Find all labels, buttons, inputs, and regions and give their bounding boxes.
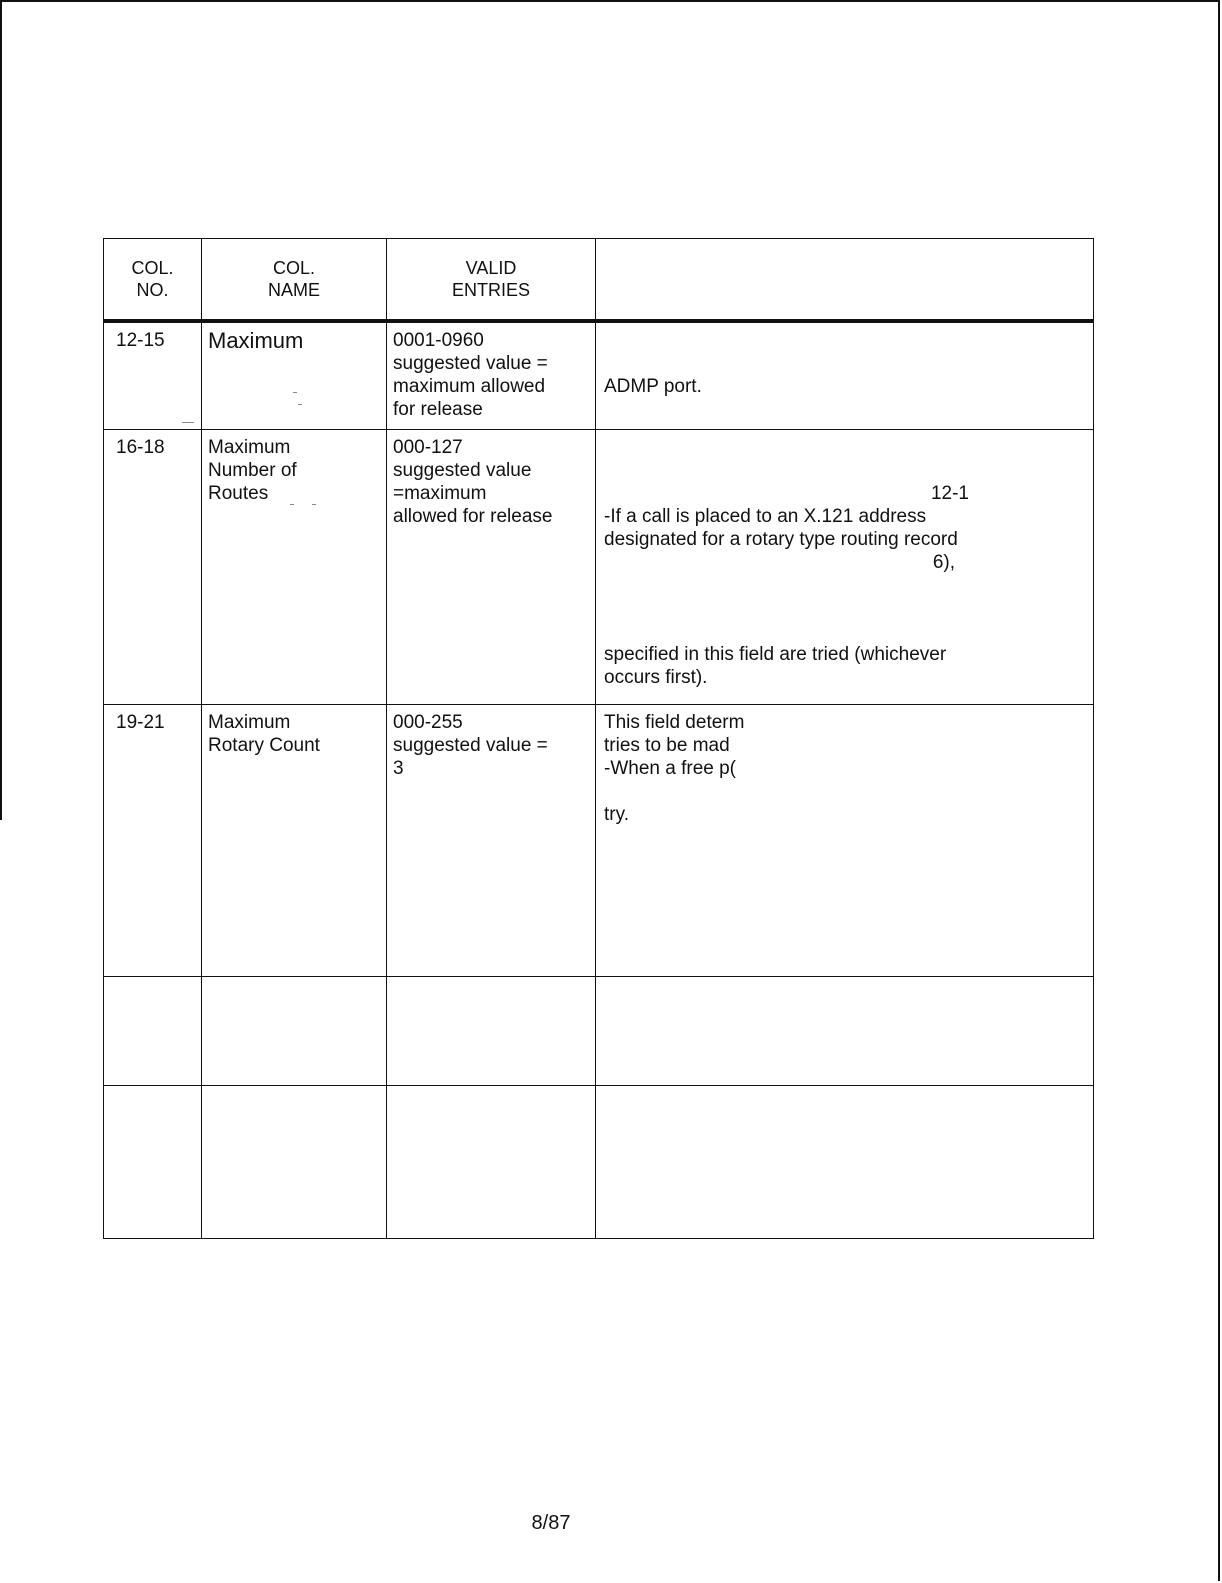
row-1-desc-line-2 xyxy=(604,352,1093,375)
row-2-col-name xyxy=(202,429,387,704)
row-1-description xyxy=(596,321,1094,429)
row-3-desc-line-1: This field determ xyxy=(604,711,745,733)
row-2-entry-line-1: 000-127 xyxy=(393,436,463,458)
row-2-entry-line-3: =maximum xyxy=(393,482,487,504)
row-1-entry-line-2: suggested value = xyxy=(393,353,548,374)
row-1-entries xyxy=(387,321,596,429)
row-3-desc-line-3: -When a free p( xyxy=(604,757,736,779)
row-3-name-line-1: Maximum xyxy=(208,711,291,733)
row-5-col-no xyxy=(104,1085,202,1238)
scan-speck xyxy=(298,404,302,405)
row-1-entry-line-3: maximum allowed xyxy=(393,376,546,397)
row-3-entries xyxy=(387,704,596,976)
row-3-desc-blank-1 xyxy=(604,780,1093,803)
header-col-name-line-1: COL. xyxy=(272,258,315,278)
row-2-col-no: 16-18 xyxy=(104,429,202,704)
row-3-entry-line-1: 000-255 xyxy=(393,711,463,733)
row-2-name-line-3: Routes xyxy=(208,482,269,504)
column-definitions-table xyxy=(103,238,1094,1239)
header-valid-entries xyxy=(387,239,596,322)
row-5-description xyxy=(596,1085,1094,1238)
row-2-desc-ref: 12-1 xyxy=(930,482,969,504)
row-1-col-no: 12-15 xyxy=(104,321,202,429)
row-1-desc-line-1 xyxy=(604,329,1093,352)
row-2-name-line-1: Maximum xyxy=(208,436,291,458)
table-row xyxy=(104,704,1094,976)
row-3-col-no: 19-21 xyxy=(104,704,202,976)
row-2-desc-line-2: designated for a rotary type routing record xyxy=(604,528,958,550)
header-description xyxy=(596,239,1094,322)
page-border-gap xyxy=(0,820,3,1583)
row-2-name-line-2: Number of xyxy=(208,459,297,481)
scan-speck xyxy=(182,422,194,423)
row-5-col-name xyxy=(202,1085,387,1238)
row-4-col-no xyxy=(104,976,202,1085)
row-2-entry-line-4: allowed for release xyxy=(393,505,553,527)
row-4-description xyxy=(596,976,1094,1085)
table-header-row xyxy=(104,239,1094,322)
row-2-desc-blank-4 xyxy=(604,597,1093,620)
row-2-desc-blank-1 xyxy=(604,436,1093,459)
row-1-col-name xyxy=(202,321,387,429)
row-3-entry-line-3: 3 xyxy=(393,757,404,779)
row-2-desc-tail-2: occurs first). xyxy=(604,666,708,688)
row-1-desc-line-3: ADMP port. xyxy=(604,376,702,397)
page-number: 8/87 xyxy=(531,1512,571,1534)
row-2-desc-blank-3 xyxy=(604,574,1093,597)
header-col-no-line-2: NO. xyxy=(136,280,169,300)
row-3-entry-line-2: suggested value = xyxy=(393,734,548,756)
row-4-entries xyxy=(387,976,596,1085)
row-3-desc-tail-1: try. xyxy=(604,803,629,825)
row-1-entry-line-4: for release xyxy=(393,399,483,420)
row-3-col-name xyxy=(202,704,387,976)
scan-speck xyxy=(290,504,294,505)
row-3-desc-line-2: tries to be mad xyxy=(604,734,730,756)
row-2-description xyxy=(596,429,1094,704)
row-1-entry-line-1: 0001-0960 xyxy=(393,330,484,351)
header-col-name xyxy=(202,239,387,322)
row-1-name-line-1: Maximum xyxy=(208,328,304,353)
table-row xyxy=(104,429,1094,704)
scan-speck xyxy=(293,392,297,393)
row-4-col-name xyxy=(202,976,387,1085)
row-2-entry-line-2: suggested value xyxy=(393,459,532,481)
header-col-no xyxy=(104,239,202,322)
table-row xyxy=(104,1085,1094,1238)
row-2-entries xyxy=(387,429,596,704)
row-2-desc-blank-2 xyxy=(604,459,1093,482)
header-valid-entries-line-1: VALID xyxy=(465,258,517,278)
row-2-desc-tail-1: specified in this field are tried (whichever xyxy=(604,643,947,665)
header-col-no-line-1: COL. xyxy=(131,258,174,278)
row-5-entries xyxy=(387,1085,596,1238)
row-2-desc-line-1: -If a call is placed to an X.121 address xyxy=(604,505,927,527)
scan-speck xyxy=(312,504,316,505)
table-row xyxy=(104,976,1094,1085)
row-3-description xyxy=(596,704,1094,976)
row-2-desc-blank-5 xyxy=(604,620,1093,643)
table-row xyxy=(104,321,1094,429)
row-2-desc-ref2: 6), xyxy=(932,551,955,573)
header-valid-entries-line-2: ENTRIES xyxy=(451,280,530,300)
row-3-name-line-2: Rotary Count xyxy=(208,734,320,756)
header-col-name-line-2: NAME xyxy=(267,280,320,300)
